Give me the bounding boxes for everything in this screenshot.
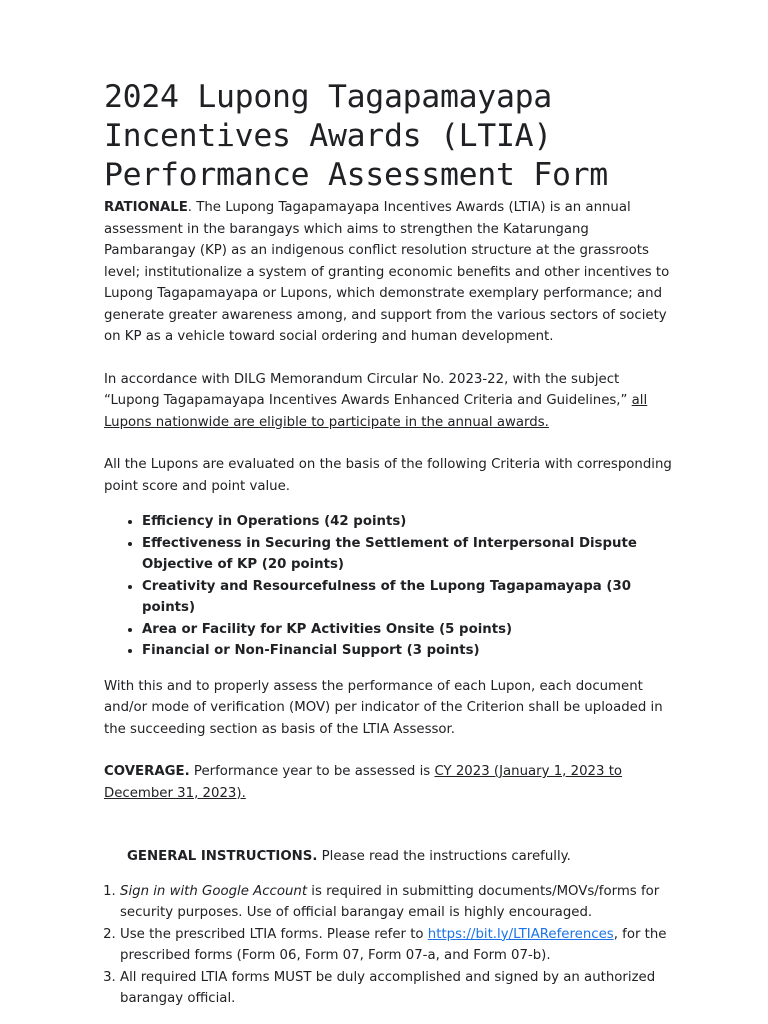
instructions-label: GENERAL INSTRUCTIONS. [127,849,318,864]
accordance-text: In accordance with DILG Memorandum Circular No. 2023-22, with the subject “Lupong Tagapamayapa Incentives Awards Enhanced Criteria and Guidelines,” [104,371,632,408]
rationale-label: RATIONALE [104,200,188,215]
criteria-item: • Effectiveness in Securing the Settlement of Interpersonal Dispute Objective of KP (20 points) [142,533,672,576]
rationale-paragraph [104,197,672,348]
instruction-text: Use the prescribed LTIA forms. Please refer to [120,926,428,942]
instruction-item [120,881,672,924]
accordance-underlined: all Lupons nationwide are eligible to participate in the annual awards. [104,393,648,430]
general-instructions [120,846,672,1010]
page-title: 2024 Lupong Tagapamayapa Incentives Awards (LTIA) Performance Assessment Form [104,79,608,193]
coverage-paragraph [104,761,672,804]
criteria-item: • Efficiency in Operations (42 points) [142,511,672,533]
instruction-item [120,924,672,967]
criteria-intro: All the Lupons are evaluated on the basis of the following Criteria with corresponding point score and point value. [104,457,672,494]
coverage-underlined: CY 2023 (January 1, 2023 to December 31, 2023). [104,764,623,801]
instruction-item: 3. All required LTIA forms MUST be duly accomplished and signed by an authorized barangay official. [120,967,672,1010]
instructions-list [104,881,672,1010]
instruction-text: is required in submitting documents/MOVs/forms for security purposes. Use of official barangay email is highly encouraged. [120,883,660,920]
criteria-list [104,511,672,662]
form-content [104,78,672,1010]
accordance-paragraph [104,369,672,434]
criteria-item: • Creativity and Resourcefulness of the Lupong Tagapamayapa (30 points) [142,576,672,619]
mov-paragraph: With this and to properly assess the performance of each Lupon, each document and/or mode of verification (MOV) per indicator of the Criterion shall be uploaded in the succeeding section as basis of the LTIA Assessor. [104,678,663,737]
coverage-label: COVERAGE. [104,764,190,779]
ltia-references-link[interactable]: https://bit.ly/LTIAReferences [427,926,614,942]
criteria-item: • Area or Facility for KP Activities Onsite (5 points) [142,619,672,641]
criteria-item: • Financial or Non-Financial Support (3 points) [142,640,672,662]
rationale-text: . The Lupong Tagapamayapa Incentives Awards (LTIA) is an annual assessment in the barangays which aims to strengthen the Katarungang Pambarangay (KP) as an indigenous conflict resolution structure at the grassroots level; institutionalize a system of granting economic benefits and other incentives to Lupong Tagapamayapa or Lupons, which demonstrate exemplary performance; and generate greater awareness among, and support from the various sectors of society on KP as a vehicle toward social ordering and human development. [104,200,670,344]
coverage-text: Performance year to be assessed is [189,764,435,779]
instructions-heading [127,846,672,868]
instruction-text: , for the prescribed forms (Form 06, Form 07, Form 07-a, and Form 07-b). [120,926,667,963]
instruction-italic: Sign in with Google Account [120,883,308,899]
instructions-text: Please read the instructions carefully. [317,849,571,864]
